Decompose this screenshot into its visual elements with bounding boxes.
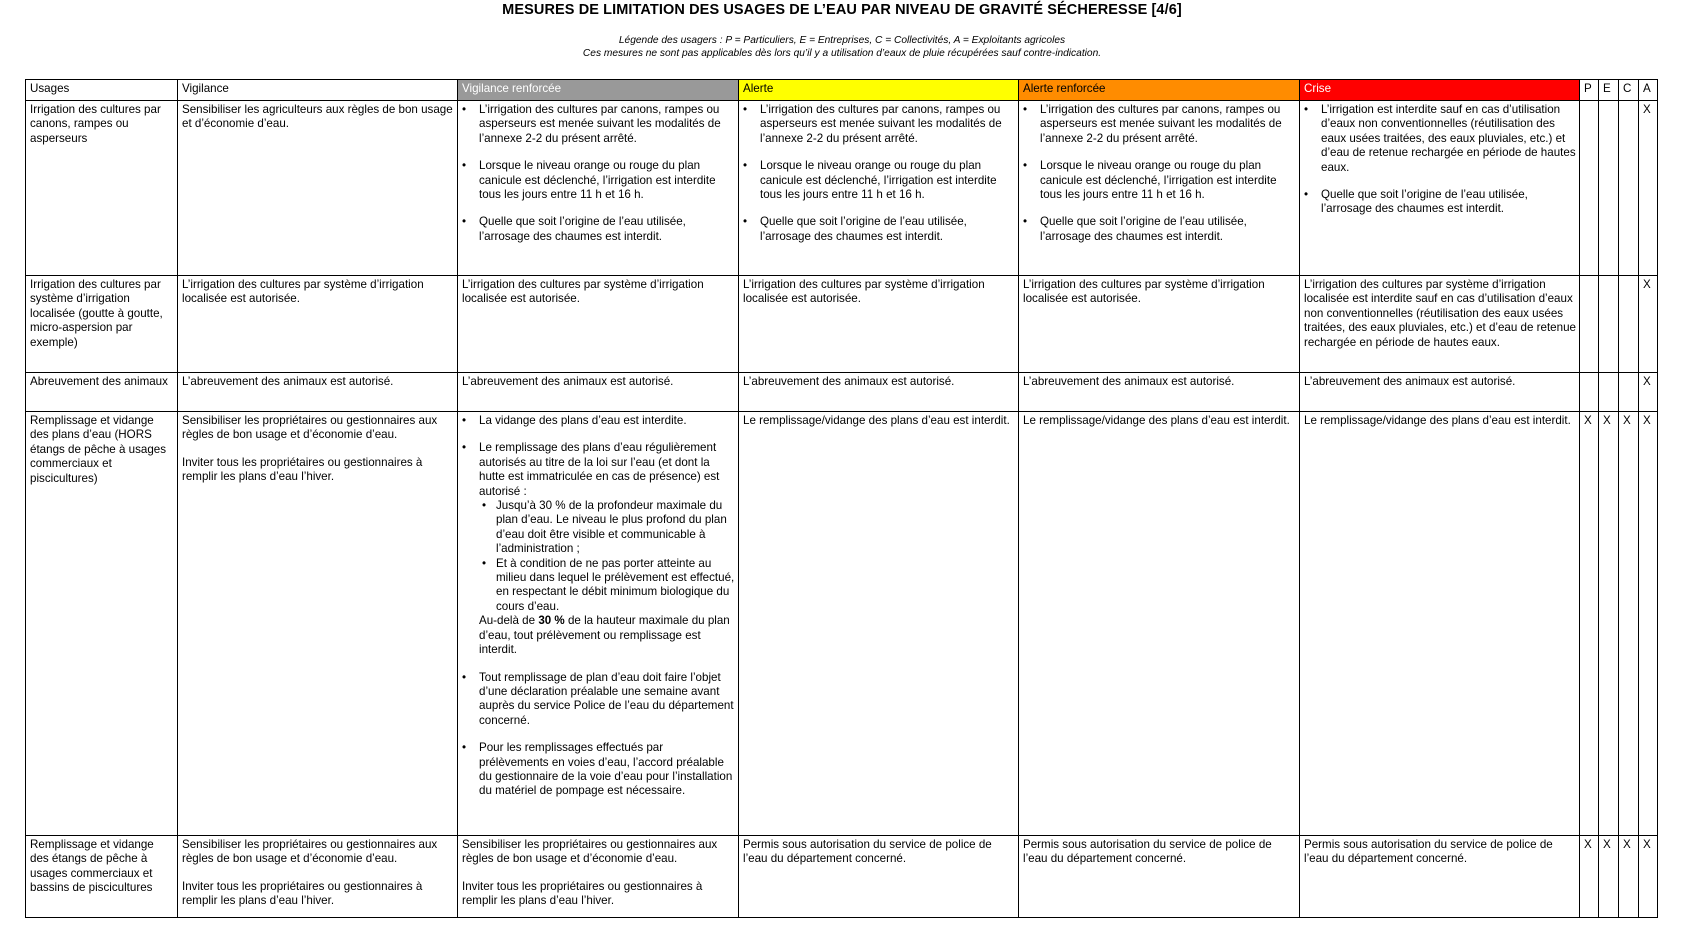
legend-line-note: Ces mesures ne sont pas applicables dès lors qu’il y a utilisation d’eaux de pluie récupérées sauf contre-indication.	[582, 48, 1102, 59]
list-item: • L’irrigation des cultures par canons, rampes ou asperseurs est menée suivant les modalités de l’annexe 2-2 du présent arrêté.	[743, 103, 1015, 146]
header-alerte-renforcee: Alerte renforcée	[1019, 80, 1300, 101]
paragraph: Sensibiliser les propriétaires ou gestionnaires aux règles de bon usage et d’économie d’eau.	[182, 414, 438, 442]
mark-p: X	[1580, 412, 1599, 836]
alerte-renforcee-cell: Permis sous autorisation du service de police de l’eau du département concerné.	[1019, 836, 1300, 918]
list-item: • Pour les remplissages effectués par prélèvements en voies d’eau, l’accord préalable du gestionnaire de la voie d’eau pour l’installation du matériel de pompage est nécessaire.	[462, 741, 735, 799]
list-item: • L’irrigation des cultures par canons, rampes ou asperseurs est menée suivant les modalités de l’annexe 2-2 du présent arrêté.	[462, 103, 735, 146]
mark-e	[1599, 101, 1619, 276]
list-item: • Quelle que soit l’origine de l’eau utilisée, l’arrosage des chaumes est interdit.	[1304, 188, 1576, 217]
list-item: • La vidange des plans d’eau est interdite.	[462, 414, 735, 428]
usage-cell: Irrigation des cultures par canons, rampes ou asperseurs	[26, 101, 178, 276]
mark-p	[1580, 276, 1599, 373]
alerte-cell	[739, 101, 1019, 276]
alerte-cell: L’abreuvement des animaux est autorisé.	[739, 373, 1019, 412]
crise-cell: L’abreuvement des animaux est autorisé.	[1300, 373, 1580, 412]
mark-c	[1619, 101, 1639, 276]
vigilance-cell: Sensibiliser les agriculteurs aux règles de bon usage et d’économie d’eau.	[178, 101, 458, 276]
paragraph: Inviter tous les propriétaires ou gestionnaires à remplir les plans d’eau l’hiver.	[182, 455, 423, 484]
list-item: • Quelle que soit l’origine de l’eau utilisée, l’arrosage des chaumes est interdit.	[462, 215, 735, 244]
sub-list-item: • Jusqu’à 30 % de la profondeur maximale du plan d’eau. Le niveau le plus profond du plan d’eau doit être visible et communicable à l’administration ;	[479, 499, 735, 557]
table-row	[26, 276, 1658, 373]
list-item-note	[479, 614, 735, 657]
mark-a: X	[1639, 276, 1658, 373]
usage-cell: Remplissage et vidange des étangs de pêche à usages commerciaux et bassins de piscicultures	[26, 836, 178, 918]
list-item-text: Le remplissage des plans d’eau régulièrement autorisés au titre de la loi sur l’eau (et dont la hutte est immatriculée en cas de présence) est autorisé :	[479, 441, 720, 498]
mark-e: X	[1599, 412, 1619, 836]
vigilance-cell: L’irrigation des cultures par système d’irrigation localisée est autorisée.	[178, 276, 458, 373]
mark-p	[1580, 101, 1599, 276]
vigilance-cell	[178, 836, 458, 918]
header-alerte: Alerte	[739, 80, 1019, 101]
vigilance-renforcee-cell	[458, 412, 739, 836]
mark-c	[1619, 373, 1639, 412]
mark-e	[1599, 373, 1619, 412]
mark-a: X	[1639, 412, 1658, 836]
table-row	[26, 412, 1658, 836]
list-item: • Lorsque le niveau orange ou rouge du plan canicule est déclenché, l’irrigation est interdite tous les jours entre 11 h et 16 h.	[462, 159, 735, 202]
usage-cell: Abreuvement des animaux	[26, 373, 178, 412]
alerte-cell: Le remplissage/vidange des plans d’eau est interdit.	[739, 412, 1019, 836]
note-text: Au-delà de	[479, 614, 539, 628]
paragraph: Inviter tous les propriétaires ou gestionnaires à remplir les plans d’eau l’hiver.	[182, 879, 423, 908]
alerte-renforcee-cell: Le remplissage/vidange des plans d’eau est interdit.	[1019, 412, 1300, 836]
list-item: • Lorsque le niveau orange ou rouge du plan canicule est déclenché, l’irrigation est interdite tous les jours entre 11 h et 16 h.	[1023, 159, 1296, 202]
list-item: • L’irrigation des cultures par canons, rampes ou asperseurs est menée suivant les modalités de l’annexe 2-2 du présent arrêté.	[1023, 103, 1296, 146]
crise-cell	[1300, 101, 1580, 276]
vigilance-cell: L’abreuvement des animaux est autorisé.	[178, 373, 458, 412]
sub-list-item: • Et à condition de ne pas porter atteinte au milieu dans lequel le prélèvement est effectué, en respectant le débit minimum biologique du cours d’eau.	[479, 557, 735, 615]
paragraph: Inviter tous les propriétaires ou gestionnaires à remplir les plans d’eau l’hiver.	[462, 879, 703, 908]
mark-e: X	[1599, 836, 1619, 918]
paragraph: Sensibiliser les propriétaires ou gestionnaires aux règles de bon usage et d’économie d’eau.	[182, 838, 438, 866]
alerte-cell: L’irrigation des cultures par système d’irrigation localisée est autorisée.	[739, 276, 1019, 373]
vigilance-renforcee-cell: L’abreuvement des animaux est autorisé.	[458, 373, 739, 412]
list-item: • Quelle que soit l’origine de l’eau utilisée, l’arrosage des chaumes est interdit.	[1023, 215, 1296, 244]
list-item	[462, 441, 735, 657]
header-row	[26, 80, 1658, 101]
mark-p: X	[1580, 836, 1599, 918]
mark-a: X	[1639, 836, 1658, 918]
alerte-renforcee-cell: L’irrigation des cultures par système d’irrigation localisée est autorisée.	[1019, 276, 1300, 373]
list-item: • Tout remplissage de plan d’eau doit faire l’objet d’une déclaration préalable une semaine avant auprès du service Police de l’eau du département concerné.	[462, 671, 735, 729]
note-bold: 30 %	[538, 614, 565, 628]
mark-c: X	[1619, 412, 1639, 836]
crise-cell: Le remplissage/vidange des plans d’eau est interdit.	[1300, 412, 1580, 836]
sub-list	[479, 499, 735, 614]
usage-cell: Irrigation des cultures par système d’irrigation localisée (goutte à goutte, micro-aspersion par exemple)	[26, 276, 178, 373]
alerte-cell: Permis sous autorisation du service de police de l’eau du département concerné.	[739, 836, 1019, 918]
list-item: • Quelle que soit l’origine de l’eau utilisée, l’arrosage des chaumes est interdit.	[743, 215, 1015, 244]
header-vigilance: Vigilance	[178, 80, 458, 101]
header-crise: Crise	[1300, 80, 1580, 101]
alerte-renforcee-cell: L’abreuvement des animaux est autorisé.	[1019, 373, 1300, 412]
legend	[0, 34, 1684, 60]
header-e: E	[1599, 80, 1619, 101]
vigilance-renforcee-cell	[458, 836, 739, 918]
crise-cell: L’irrigation des cultures par système d’irrigation localisée est interdite sauf en cas d’utilisation d’eaux non conventionnelles (réutilisation des eaux usées traitées, des eaux pluviales, etc.) et d’eau de retenue rechargée en période de hautes eaux.	[1300, 276, 1580, 373]
vigilance-cell	[178, 412, 458, 836]
list-item: • Lorsque le niveau orange ou rouge du plan canicule est déclenché, l’irrigation est interdite tous les jours entre 11 h et 16 h.	[743, 159, 1015, 202]
legend-line-users: Légende des usagers : P = Particuliers, E = Entreprises, C = Collectivités, A = Exploitants agricoles	[618, 35, 1066, 46]
header-vigilance-renforcee: Vigilance renforcée	[458, 80, 739, 101]
vigilance-renforcee-cell	[458, 101, 739, 276]
mark-a: X	[1639, 101, 1658, 276]
alerte-renforcee-cell	[1019, 101, 1300, 276]
note-text: de la hauteur maximale du plan d’eau, tout prélèvement ou remplissage est interdit.	[479, 614, 730, 657]
table-row	[26, 836, 1658, 918]
header-p: P	[1580, 80, 1599, 101]
paragraph: Sensibiliser les propriétaires ou gestionnaires aux règles de bon usage et d’économie d’eau.	[462, 838, 718, 866]
usage-cell: Remplissage et vidange des plans d’eau (HORS étangs de pêche à usages commerciaux et piscicultures)	[26, 412, 178, 836]
header-a: A	[1639, 80, 1658, 101]
mark-a: X	[1639, 373, 1658, 412]
header-c: C	[1619, 80, 1639, 101]
table-row	[26, 373, 1658, 412]
header-usages: Usages	[26, 80, 178, 101]
list-item: • L’irrigation est interdite sauf en cas d’utilisation d’eaux non conventionnelles (réutilisation des eaux usées traitées, des eaux pluviales, etc.) et d’eau de retenue rechargée en période de hautes eaux.	[1304, 103, 1576, 175]
mark-p	[1580, 373, 1599, 412]
mark-c	[1619, 276, 1639, 373]
measures-table	[25, 79, 1658, 918]
mark-e	[1599, 276, 1619, 373]
vigilance-renforcee-cell: L’irrigation des cultures par système d’irrigation localisée est autorisée.	[458, 276, 739, 373]
mark-c: X	[1619, 836, 1639, 918]
table-row	[26, 101, 1658, 276]
crise-cell: Permis sous autorisation du service de police de l’eau du département concerné.	[1300, 836, 1580, 918]
page-title: MESURES DE LIMITATION DES USAGES DE L’EAU PAR NIVEAU DE GRAVITÉ SÉCHERESSE [4/6]	[502, 2, 1182, 18]
